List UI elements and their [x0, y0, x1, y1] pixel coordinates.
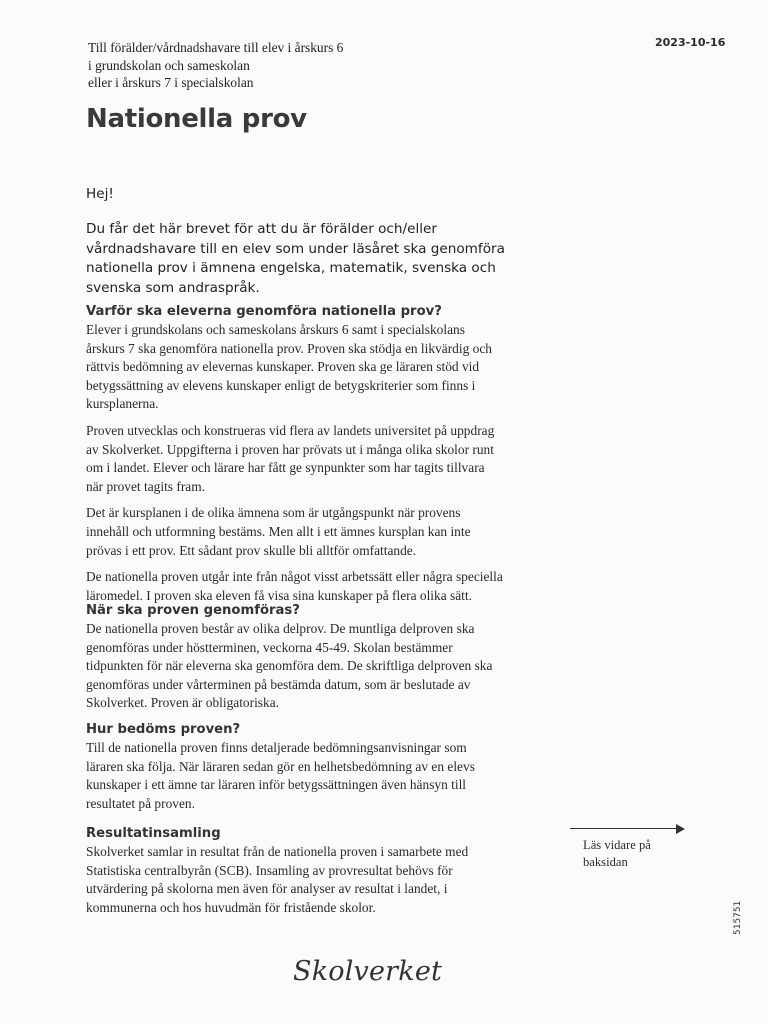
text-line: genomföras under vårterminen på bestämda datum, som är beslutade av: [86, 676, 471, 692]
document-number: 515751: [733, 900, 743, 935]
text-line: när provet tagits fram.: [86, 478, 205, 494]
intro-line: Du får det här brevet för att du är förälder och/eller: [86, 221, 437, 237]
intro-line: nationella prov i ämnena engelska, matematik, svenska och: [86, 260, 496, 276]
text-line: läromedel. I proven ska eleven få visa sina kunskaper på flera olika sätt.: [86, 587, 472, 603]
text-line: Till de nationella proven finns detaljerade bedömningsanvisningar som: [86, 740, 467, 755]
paragraph: [86, 422, 556, 496]
text-line: årskurs 7 ska genomföra nationella prov. Proven ska stödja en likvärdig och: [86, 340, 492, 356]
text-line: De nationella proven består av olika delprov. De muntliga delproven ska: [86, 621, 475, 636]
address-line: i grundskolan och sameskolan: [88, 57, 250, 73]
section-why: [86, 303, 556, 613]
skolverket-logo: Skolverket: [293, 956, 443, 987]
address-line: eller i årskurs 7 i specialskolan: [88, 75, 254, 90]
text-line: läraren ska följa. När läraren sedan gör en helhetsbedömning av en elevs: [86, 758, 475, 774]
text-line: betygssättning av elevens kunskaper enligt de betygskriterier som finns i: [86, 377, 476, 393]
text-line: innehåll och utformning bestäms. Men allt i ett ämnes kursplan kan inte: [86, 523, 471, 539]
paragraph: [86, 843, 556, 917]
text-line: De nationella proven utgår inte från något visst arbetssätt eller några speciella: [86, 569, 503, 585]
text-line: tidpunkten för när eleverna ska genomföra dem. De skriftliga delproven ska: [86, 658, 493, 674]
read-more-line: baksidan: [583, 855, 628, 869]
text-line: kommunerna och hos huvudmän för fristående skolor.: [86, 899, 376, 915]
text-line: Skolverket. Proven är obligatoriska.: [86, 695, 280, 711]
text-line: resultatet på proven.: [86, 795, 195, 811]
text-line: prövas i ett prov. Ett sådant prov skulle bli alltför omfattande.: [86, 542, 417, 558]
text-line: kunskaper i ett ämne tar läraren inför betygssättningen även hänsyn till: [86, 777, 467, 793]
read-more-note: [583, 837, 703, 871]
paragraph: [86, 568, 556, 605]
section-results: [86, 825, 556, 925]
text-line: utvärdering på skolorna men även för analyser av resultat i landet, i: [86, 881, 448, 897]
section-heading: Varför ska eleverna genomföra nationella prov?: [86, 304, 442, 319]
section-heading: När ska proven genomföras?: [86, 603, 300, 618]
letter-date: 2023-10-16: [655, 36, 726, 49]
paragraph: [86, 620, 556, 713]
section-assessment: [86, 721, 556, 821]
text-line: genomföras under höstterminen, veckorna 45-49. Skolan bestämmer: [86, 639, 453, 655]
text-line: Det är kursplanen i de olika ämnena som är utgångspunkt när provens: [86, 505, 461, 521]
intro-line: svenska som andraspråk.: [86, 279, 260, 296]
address-line: Till förälder/vårdnadshavare till elev i årskurs 6: [88, 40, 344, 55]
paragraph: [86, 321, 556, 414]
section-heading: Resultatinsamling: [86, 826, 221, 841]
paragraph: [86, 504, 556, 560]
intro-paragraph: [86, 220, 526, 298]
page-title: Nationella prov: [86, 104, 307, 134]
text-line: Elever i grundskolans och sameskolans årskurs 6 samt i specialskolans: [86, 322, 465, 337]
text-line: om i landet. Elever och lärare har fått ge synpunkter som har tagits tillvara: [86, 460, 485, 476]
text-line: rättvis bedömning av elevernas kunskaper. Proven ska ge läraren stöd vid: [86, 359, 480, 375]
paragraph: [86, 739, 556, 813]
text-line: av Skolverket. Uppgifterna i proven har prövats ut i många olika skolor runt: [86, 441, 494, 457]
recipient-address: [88, 39, 508, 92]
text-line: Skolverket samlar in resultat från de nationella proven i samarbete med: [86, 844, 469, 859]
greeting: Hej!: [86, 186, 114, 202]
section-heading: Hur bedöms proven?: [86, 722, 241, 737]
read-more-line: Läs vidare på: [583, 838, 651, 852]
text-line: Proven utvecklas och konstrueras vid flera av landets universitet på uppdrag: [86, 422, 495, 438]
text-line: Statistiska centralbyrån (SCB). Insamling av provresultat behövs för: [86, 862, 453, 878]
section-when: [86, 602, 556, 721]
text-line: kursplanerna.: [86, 396, 159, 412]
intro-line: vårdnadshavare till en elev som under läsåret ska genomföra: [86, 240, 505, 257]
